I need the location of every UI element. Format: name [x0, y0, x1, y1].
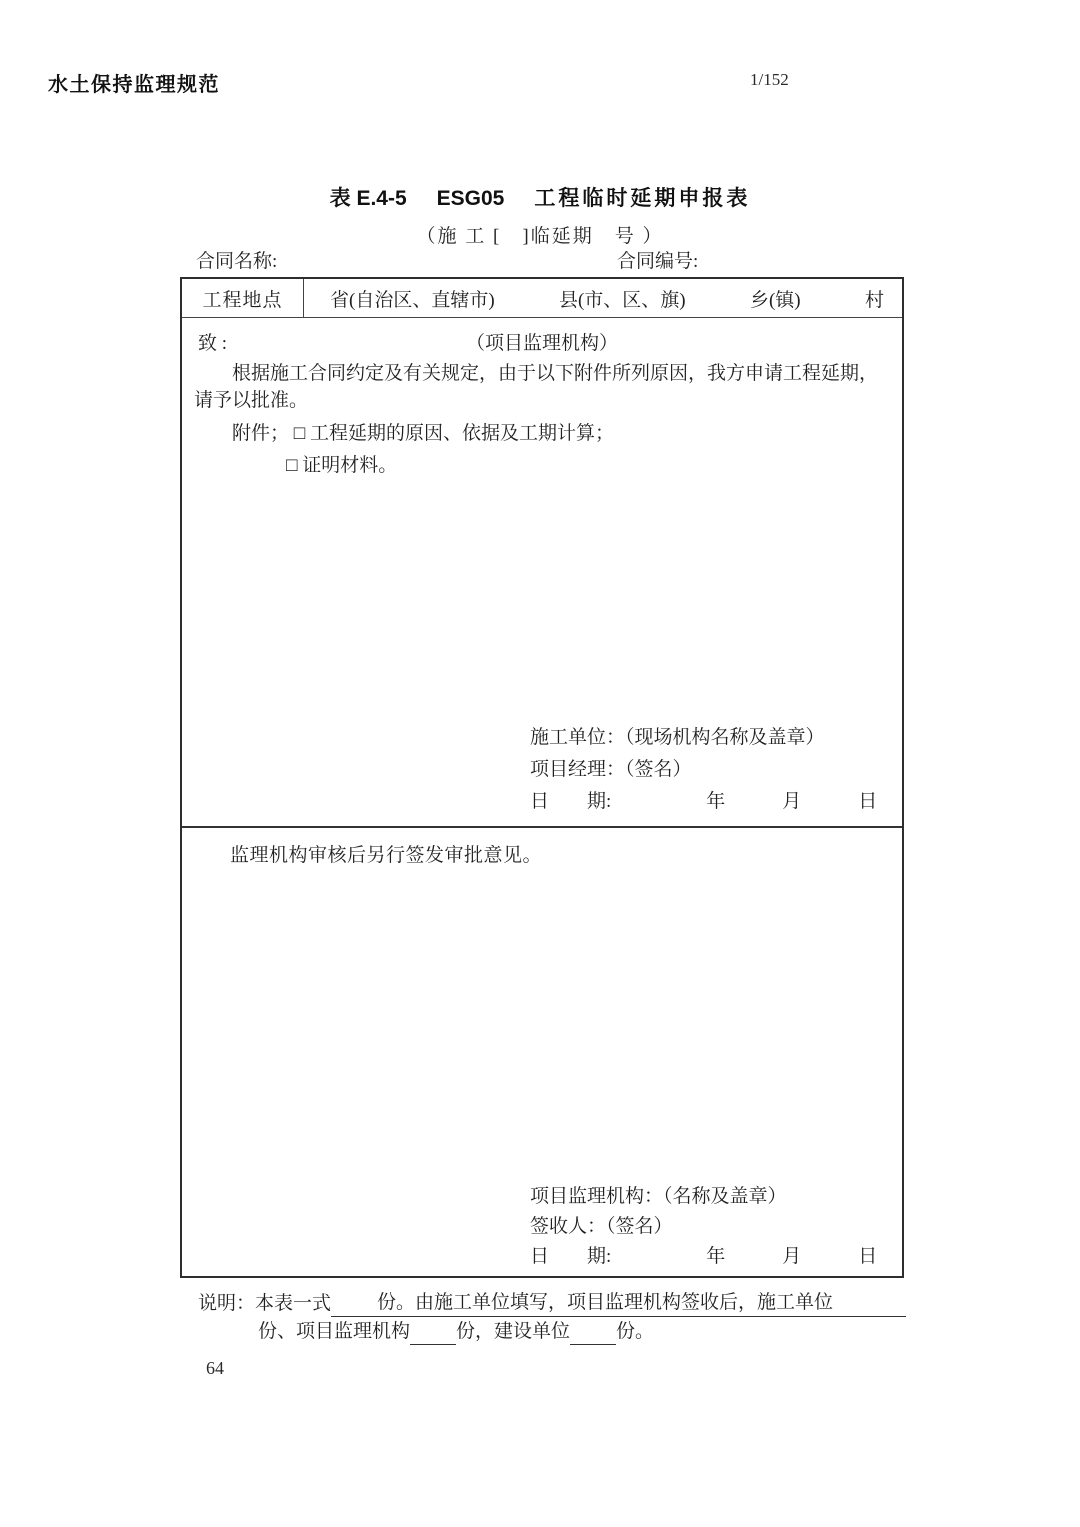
footnote-line2-part3: 份。 [616, 1321, 655, 1342]
review-section [182, 828, 902, 1276]
checkbox-icon: □ [293, 423, 306, 444]
request-body-text: 根据施工合同约定及有关规定，由于以下附件所列原因，我方申请工程延期，请予以批准。 [194, 363, 879, 411]
footnote-part1: 本表一式 [255, 1293, 332, 1314]
contractor-signature-block [530, 722, 877, 818]
location-option-village: 村 [864, 289, 884, 311]
form-title-row [0, 182, 1080, 212]
form-table-label: 表 E.4-5 [329, 187, 407, 210]
request-section [182, 318, 902, 828]
attachment-line-2 [286, 450, 397, 477]
date-line: 日 期: 年 月 日 [530, 791, 878, 812]
to-label: 致 : [198, 333, 228, 354]
blank-underline [410, 1319, 456, 1345]
footnote-line2-part2: 份，建设单位 [456, 1321, 571, 1342]
project-manager-line: 项目经理：（签名） [530, 759, 692, 780]
underline-fill [833, 1291, 906, 1317]
attachment-label: 附件； [232, 423, 290, 444]
footnote [198, 1290, 906, 1345]
recipient-line: 签收人：（签名） [530, 1216, 673, 1237]
checkbox-icon: □ [286, 455, 298, 476]
location-option-province: 省(自治区、直辖市) [330, 289, 495, 311]
form-subtitle: （施 工 [ ]临延期 号 ） [416, 226, 664, 247]
location-option-county: 县(市、区、旗) [558, 289, 686, 311]
footnote-line2-part1: 份、项目监理机构 [258, 1321, 411, 1342]
attachment-line-1 [232, 418, 614, 445]
page-number: 64 [206, 1358, 224, 1378]
footnote-line-2 [258, 1319, 906, 1345]
supervision-org-line: 项目监理机构：（名称及盖章） [530, 1186, 787, 1207]
footnote-line-1 [198, 1290, 906, 1317]
form-code: ESG05 [436, 187, 505, 210]
location-options-cell [304, 285, 902, 312]
doc-header-title: 水土保持监理规范 [48, 74, 220, 96]
contractor-unit-line: 施工单位：（现场机构名称及盖章） [530, 727, 825, 748]
blank-underline [331, 1291, 377, 1317]
blank-underline [570, 1319, 616, 1345]
form-title: 工程临时延期申报表 [534, 187, 751, 210]
form-table [180, 277, 904, 1278]
contract-name-label: 合同名称: [196, 251, 278, 272]
footnote-part2: 份。由施工单位填写，项目监理机构签收后，施工单位 [377, 1290, 833, 1317]
footnote-label: 说明： [198, 1293, 256, 1314]
to-hint: （项目监理机构） [465, 333, 618, 354]
page-indicator: 1/152 [750, 70, 789, 89]
supervisor-signature-block [530, 1182, 877, 1272]
review-note: 监理机构审核后另行签发审批意见。 [230, 845, 543, 866]
location-option-township: 乡(镇) [749, 289, 801, 311]
attachment-item-2: 证明材料。 [302, 455, 398, 476]
contract-no-label: 合同编号: [617, 251, 699, 272]
date-line: 日 期: 年 月 日 [530, 1246, 878, 1267]
location-row [182, 279, 902, 318]
attachment-item-1: 工程延期的原因、依据及工期计算； [310, 423, 615, 444]
location-label-cell: 工程地点 [182, 279, 304, 317]
